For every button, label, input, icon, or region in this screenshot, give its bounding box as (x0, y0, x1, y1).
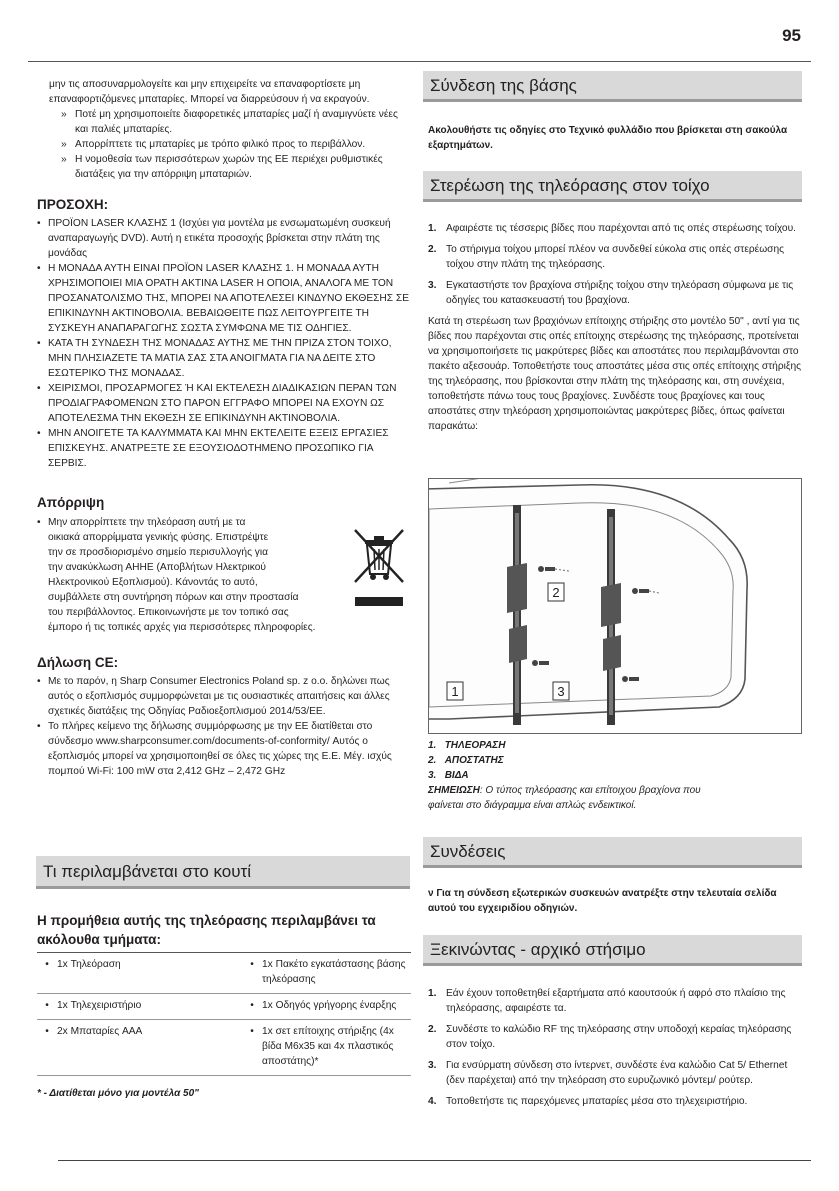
wall-section (428, 221, 802, 434)
list-item: • ΠΡΟΪΟΝ LASER ΚΛΑΣΗΣ 1 (Ισχύει για μοντέλα με ενσωματωμένη συσκευή αναπαραγωγής DVD). Αυτή η ετικέτα προσοχής βρίσκεται στην πλάτη της μονάδας (37, 216, 409, 261)
list-item: 1. Αφαιρέστε τις τέσσερις βίδες που παρέχονται από τις οπές στερέωσης τοίχου. (428, 223, 796, 234)
disposal-line: Ηλεκτρονικού Εξοπλισμού). Κάνοντάς το αυτό, (48, 577, 258, 588)
bullet: • (45, 959, 49, 970)
box-contents-table (37, 953, 411, 1076)
stand-band: Σύνδεση της βάσης (423, 71, 802, 102)
legend-item: 1. ΤΗΛΕΟΡΑΣΗ (428, 740, 506, 751)
wall-mount-diagram (429, 479, 801, 733)
stand-text: Ακολουθήστε τις οδηγίες στο Τεχνικό φυλλάδιο που βρίσκεται στη σακούλα εξαρτημάτων. (428, 125, 788, 151)
battery-section (37, 77, 409, 182)
disposal-line: την σε προσδιορισμένο σημείο περισυλλογής για (48, 547, 269, 558)
list-item: 1. Εάν έχουν τοποθετηθεί εξαρτήματα από καουτσούκ ή αφρό στο πλαίσιο της τηλεόρασης, αφαιρέστε τα. (428, 988, 786, 1014)
list-item: 2. Το στήριγμα τοίχου μπορεί πλέον να συνδεθεί εύκολα στις οπές στερέωσης τοίχου στην πλάτη της τηλεόρασης. (428, 244, 785, 270)
list-item: • ΜΗΝ ΑΝΟΙΓΕΤΕ ΤΑ ΚΑΛΥΜΜΑΤΑ ΚΑΙ ΜΗΝ ΕΚΤΕΛΕΙΤΕ ΕΞΕΙΣ ΕΡΓΑΣΙΕΣ ΕΠΙΣΚΕΥΗΣ. ΑΝΑΤΡΕΞΤΕ ΣΕ ΕΞΟΥΣΙΟΔΟΤΗΜΕΝΟ ΠΡΟΣΩΠΙΚΟ ΓΙΑ ΣΕΡΒΙΣ. (37, 426, 409, 471)
table-row (37, 994, 411, 1020)
list-item: 3. Για ενσύρματη σύνδεση στο ίντερνετ, συνδέστε ένα καλώδιο Cat 5/ Ethernet (δεν παρέχεται) από την τηλεόραση στο ευρυζωνικό μόντεμ/ ρούτερ. (428, 1060, 788, 1086)
bullet: • (250, 1026, 254, 1037)
disposal-heading: Απόρριψη (37, 495, 105, 510)
intro-line: επαναφορτιζόμενες μπαταρίες. Μπορεί να διαρρεύσουν ή να εκραγούν. (49, 94, 370, 105)
figure-label-2: 2 (552, 585, 560, 600)
list-item: • Η ΜΟΝΑΔΑ ΑΥΤΗ ΕΙΝΑΙ ΠΡΟΪΟΝ LASER ΚΛΑΣΗΣ 1. Η ΜΟΝΑΔΑ ΑΥΤΗ ΧΡΗΣΙΜΟΠΟΙΕΙ ΜΙΑ ΟΡΑΤΗ ΑΚΤΙΝΑ LASER Η ΟΠΟΙΑ, ΑΝΑΛΟΓΑ ΜΕ ΤΟΝ ΠΡΟΣΑΝΑΤΟΛΙΣΜΟ ΤΗΣ, ΜΠΟΡΕΙ ΝΑ ΑΠΟΤΕΛΕΣΕΙ ΚΙΝΔΥΝΟ ΕΚΘΕΣΗΣ ΣΕ ΕΠΙΚΙΝΔΥΝΗ ΑΚΤΙΝΟΒΟΛΙΑ. ΒΕΒΑΙΩΘΕΙΤΕ ΠΩΣ ΛΕΙΤΟΥΡΓΕΙΤΕ ΤΗ ΣΥΣΚΕΥΗ ΑΝΑΠΑΡΑΓΩΓΗΣ ΣΩΣΤΑ ΣΥΜΦΩΝΑ ΜΕ ΤΙΣ ΟΔΗΓΙΕΣ. (37, 261, 409, 336)
bullet: • (45, 1000, 49, 1011)
wall-mount-figure (428, 478, 802, 734)
table-row (37, 1020, 411, 1076)
intro-line: μην τις αποσυναρμολογείτε και μην επιχειρείτε να επαναφορτίσετε μη (49, 79, 361, 90)
caution-heading: ΠΡΟΣΟΧΗ: (37, 197, 109, 212)
legend-item: 2. ΑΠΟΣΤΑΤΗΣ (428, 755, 504, 766)
box-footnote: * - Διατίθεται μόνο για μοντέλα 50" (37, 1088, 199, 1099)
ce-section (37, 655, 409, 779)
list-item: 2. Συνδέστε το καλώδιο RF της τηλεόρασης στην υποδοχή κεραίας τηλεόρασης στον τοίχο. (428, 1024, 792, 1050)
disposal-line: συμβάλλετε στη συντήρηση πόρων και στην προστασία (48, 592, 299, 603)
figure-label-1: 1 (451, 684, 459, 699)
weee-bin-icon (349, 524, 409, 608)
list-item: » Η νομοθεσία των περισσότερων χωρών της ΕΕ περιέχει ρυθμιστικές διατάξεις για την απόρριψη μπαταριών. (61, 152, 409, 182)
legend-item: 3. ΒΙΔΑ (428, 770, 469, 781)
bullet: • (45, 1026, 49, 1037)
table-cell: 2x Μπαταρίες AAA (57, 1026, 143, 1037)
connections-band: Συνδέσεις (423, 837, 802, 868)
getting-started-band: Ξεκινώντας - αρχικό στήσιμο (423, 935, 802, 966)
figure-legend (428, 738, 802, 813)
bottom-rule (58, 1160, 811, 1161)
connections-text: ν Για τη σύνδεση εξωτερικών συσκευών ανατρέξτε στην τελευταία σελίδα αυτού του εγχειριδίου οδηγιών. (428, 888, 777, 914)
figure-label-3: 3 (557, 684, 565, 699)
ce-heading: Δήλωση CE: (37, 655, 119, 670)
bullet: • (250, 959, 254, 970)
bullet: • (37, 517, 41, 528)
box-contents-band: Τι περιλαμβάνεται στο κουτί (36, 856, 410, 889)
table-cell: 1x Οδηγός γρήγορης έναρξης (262, 1000, 397, 1011)
list-item: » Απορρίπτετε τις μπαταρίες με τρόπο φιλικό προς το περιβάλλον. (61, 137, 409, 152)
disposal-line: του περιβάλλοντος. Επικοινωνήστε με τον τοπικό σας (48, 607, 289, 618)
box-contents-section (37, 911, 411, 1101)
page-number: 95 (782, 26, 801, 45)
caution-section (37, 197, 409, 471)
top-rule (28, 61, 811, 62)
table-row (37, 953, 411, 994)
bullet: • (250, 1000, 254, 1011)
table-cell: 1x Τηλεόραση (57, 959, 121, 970)
disposal-line: οικιακά απορρίμματα γενικής φύσης. Επιστρέψτε (48, 532, 269, 543)
list-item: • Με το παρόν, η Sharp Consumer Electronics Poland sp. z o.o. δηλώνει πως αυτός ο εξοπλισμός συμμορφώνεται με τις ουσιαστικές απαιτήσεις και άλλες σχετικές διατάξεις της Οδηγίας Ραδιοεξοπλισμού 2014/53/ΕΕ. (37, 674, 409, 719)
table-cell: 1x Τηλεχειριστήριο (57, 1000, 142, 1011)
getting-started-section (428, 986, 802, 1115)
list-item: • Το πλήρες κείμενο της δήλωσης συμμόρφωσης με την ΕΕ διατίθεται στο σύνδεσμο www.sharpconsumer.com/documents-of-conformity/ Αυτός ο εξοπλισμός μπορεί να χρησιμοποιηθεί σε όλες τις χώρες της Ε.Ε. Μέγ. ισχύς πομπού Wi-Fi: 100 mW στα 2,412 GHz – 2,472 GHz (37, 719, 409, 779)
disposal-line: Μην απορρίπτετε την τηλεόραση αυτή με τα (48, 517, 246, 528)
disposal-line: την ανακύκλωση ΑΗΗΕ (Αποβλήτων Ηλεκτρικού (48, 562, 266, 573)
wall-band: Στερέωση της τηλεόρασης στον τοίχο (423, 171, 802, 202)
table-cell: 1x Πακέτο εγκατάστασης βάσης τηλεόρασης (262, 959, 406, 985)
box-heading: Η προμήθεια αυτής της τηλεόρασης περιλαμβάνει τα ακόλουθα τμήματα: (37, 911, 411, 953)
list-item: 3. Εγκαταστήστε τον βραχίονα στήριξης τοίχου στην τηλεόραση σύμφωνα με τις οδηγίες του κατασκευαστή του βραχίονα. (428, 280, 794, 306)
table-cell: 1x σετ επίτοιχης στήριξης (4x βίδα M6x35 και 4x πλαστικός αποστάτης)* (262, 1026, 394, 1067)
disposal-line: έμπορο ή τις τοπικές αρχές για περισσότερες πληροφορίες. (48, 622, 316, 633)
list-item: • ΧΕΙΡΙΣΜΟΙ, ΠΡΟΣΑΡΜΟΓΕΣ Ή ΚΑΙ ΕΚΤΕΛΕΣΗ ΔΙΑΔΙΚΑΣΙΩΝ ΠΕΡΑΝ ΤΩΝ ΠΡΟΔΙΑΓΡΑΦΟΜΕΝΩΝ ΣΤΟ ΠΑΡΟΝ ΕΓΓΡΑΦΟ ΜΠΟΡΕΙ ΝΑ ΕΧΟΥΝ ΩΣ ΑΠΟΤΕΛΕΣΜΑ ΤΗΝ ΕΚΘΕΣΗ ΣΕ ΕΠΙΚΙΝΔΥΝΗ ΑΚΤΙΝΟΒΟΛΙΑ. (37, 381, 409, 426)
list-item: • ΚΑΤΑ ΤΗ ΣΥΝΔΕΣΗ ΤΗΣ ΜΟΝΑΔΑΣ ΑΥΤΗΣ ΜΕ ΤΗΝ ΠΡΙΖΑ ΣΤΟΝ ΤΟΙΧΟ, ΜΗΝ ΠΛΗΣΙΑΖΕΤΕ ΤΑ ΜΑΤΙΑ ΣΑΣ ΣΤΑ ΑΝΟΙΓΜΑΤΑ ΓΙΑ ΝΑ ΔΕΙΤΕ ΣΤΟ ΕΣΩΤΕΡΙΚΟ ΤΗΣ ΜΟΝΑΔΑΣ. (37, 336, 409, 381)
list-item: 4. Τοποθετήστε τις παρεχόμενες μπαταρίες μέσα στο τηλεχειριστήριο. (428, 1096, 748, 1107)
figure-note: ΣΗΜΕΙΩΣΗ: Ο τύπος τηλεόρασης και επίτοιχου βραχίονα που φαίνεται στο διάγραμμα είναι απλώς ενδεικτικοί. (428, 785, 701, 811)
list-item: » Ποτέ μη χρησιμοποιείτε διαφορετικές μπαταρίες μαζί ή αναμιγνύετε νέες και παλιές μπαταρίες. (61, 107, 409, 137)
wall-paragraph: Κατά τη στερέωση των βραχιόνων επίτοιχης στήριξης στο μοντέλο 50" , αντί για τις βίδες που παρέχονται στις οπές επίτοιχης στερέωσης της τηλεόρασης, προτείνεται να χρησιμοποιήσετε τις μακρύτερες βίδες και αποστάτες που περιλαμβάνονται στο πακέτο αξεσουάρ. Τοποθετήστε τους αποστάτες μέσα στις οπές επίτοιχης στήριξης της τηλεόρασης, που βρίσκονται στην πλάτη της τηλεόρασης και, στη συνέχεια, τοποθετήστε πάνω τους τους βραχίονες. Συνδέστε τους βραχίονες και τους αποστάτες στην τηλεόραση χρησιμοποιώντας μακρύτερες βίδες, όπως φαίνεται παρακάτω: (428, 316, 802, 432)
